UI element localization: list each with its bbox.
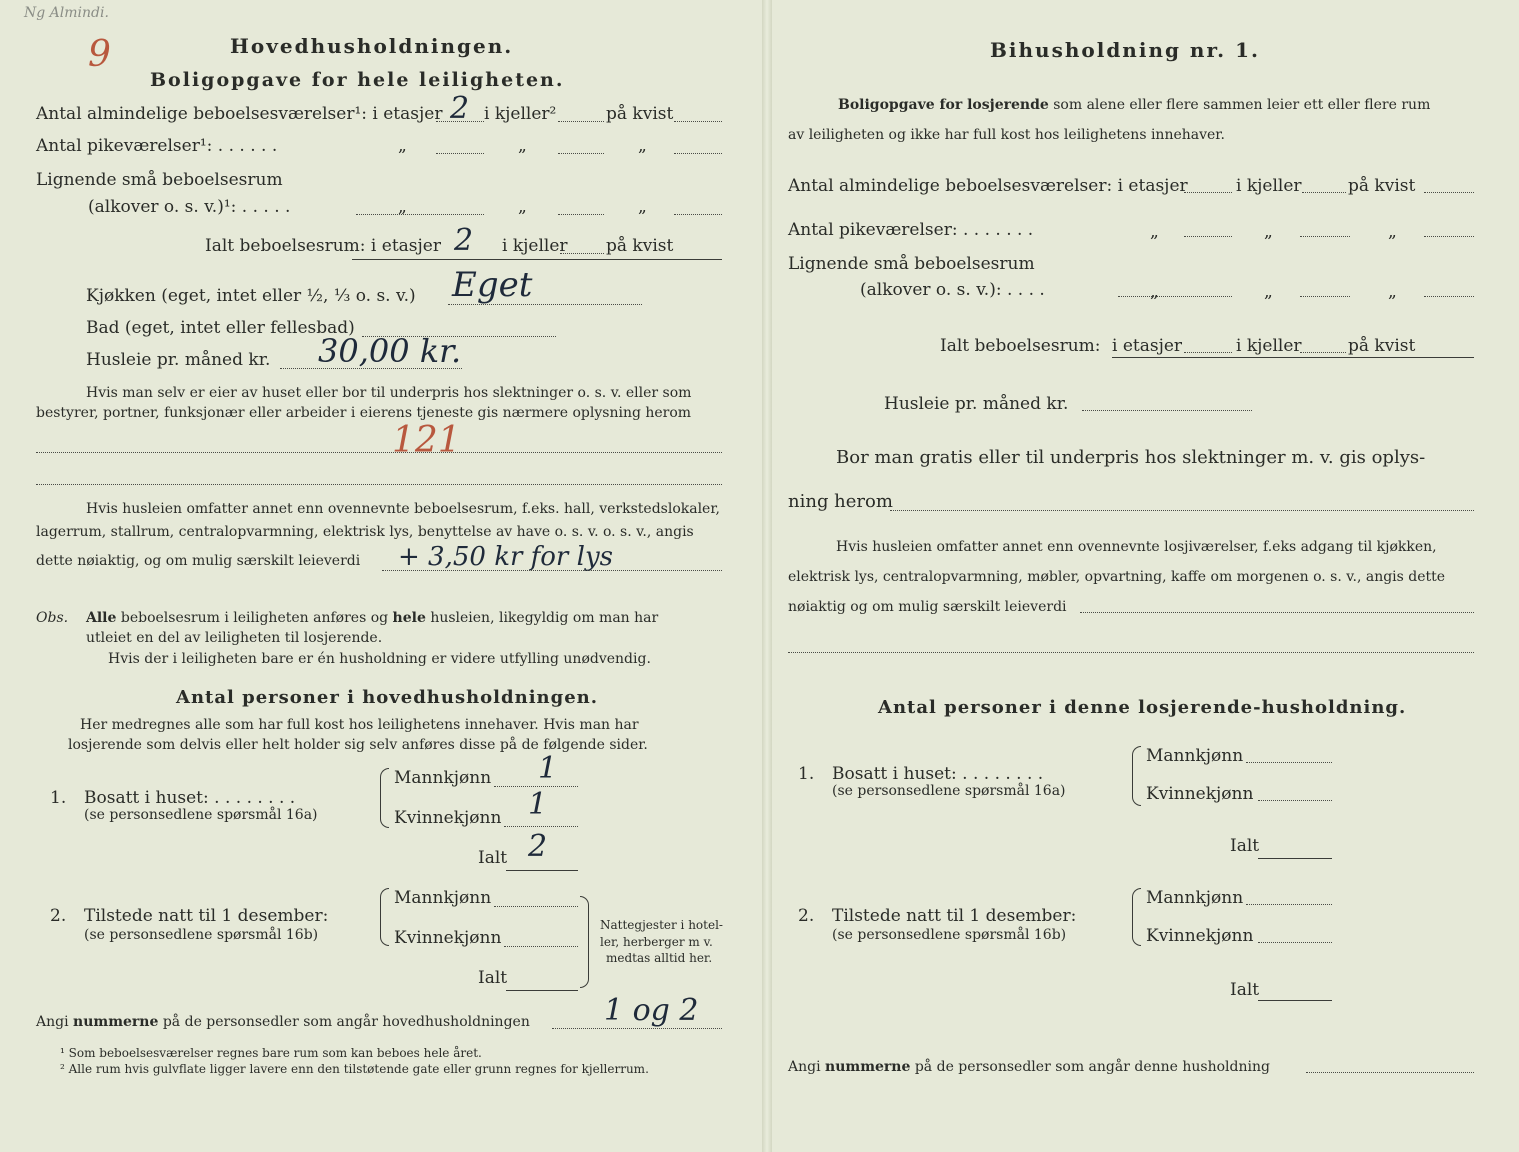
right-q1-brace <box>1132 746 1141 806</box>
right-maid-kjeller-line[interactable] <box>1300 236 1350 237</box>
right-intro-line-2: av leiligheten og ikke har full kost hos leilighetens innehaver. <box>788 127 1225 143</box>
ditto-mark: „ <box>1264 222 1273 242</box>
right-small-etasjer-line[interactable] <box>1118 296 1232 297</box>
corner-note: Ng Almindi. <box>24 5 109 21</box>
right-free-line[interactable] <box>890 510 1474 511</box>
right-q1-female-label: Kvinnekjønn <box>1146 784 1254 804</box>
total-rooms-label: Ialt beboelsesrum: i etasjer <box>205 236 441 256</box>
left-subtitle: Boligopgave for hele leiligheten. <box>150 69 565 91</box>
right-q1-reference: (se personsedlene spørsmål 16a) <box>832 783 1066 799</box>
right-numbers-label-b: nummerne <box>825 1059 911 1075</box>
maid-rooms-label: Antal pikeværelser¹: . . . . . . <box>36 136 278 156</box>
right-rooms-label: Antal almindelige beboelsesværelser: i etasjer <box>788 176 1188 196</box>
right-free-text-2: ning herom <box>788 491 893 512</box>
right-small-kvist-line[interactable] <box>1424 296 1474 297</box>
q2-female-label: Kvinnekjønn <box>394 928 502 948</box>
right-includes-text-1: Hvis husleien omfatter annet enn ovennevnte losjiværelser, f.eks adgang til kjøkken, <box>836 539 1437 555</box>
owner-text-2: bestyrer, portner, funksjonær eller arbeider i eierens tjeneste gis nærmere oplysning herom <box>36 405 692 421</box>
right-q1-total-label: Ialt <box>1230 836 1260 856</box>
right-rooms-kjeller-label: i kjeller <box>1236 176 1302 196</box>
right-q2-brace <box>1132 888 1141 946</box>
maid-etasjer-line[interactable] <box>436 153 484 154</box>
obs-emph-whole: hele <box>392 610 426 626</box>
ditto-mark: „ <box>1264 282 1273 302</box>
obs-label: Obs. <box>36 610 69 626</box>
obs-text-a: beboelsesrum i leiligheten anføres og <box>120 610 389 626</box>
right-total-kjeller-line[interactable] <box>1300 352 1346 353</box>
right-q2-number: 2. <box>798 906 815 926</box>
q2-total-label: Ialt <box>478 968 508 988</box>
right-maid-label: Antal pikeværelser: . . . . . . . <box>788 220 1034 240</box>
kitchen-value[interactable]: Eget <box>452 265 533 305</box>
total-kjeller-line[interactable] <box>560 253 604 254</box>
right-q2-female-label: Kvinnekjønn <box>1146 926 1254 946</box>
right-q1-male-line[interactable] <box>1246 762 1332 763</box>
maid-kjeller-line[interactable] <box>558 153 604 154</box>
right-rooms-etasjer-line[interactable] <box>1184 192 1232 193</box>
right-q1-label: Bosatt i huset: . . . . . . . . <box>832 764 1044 784</box>
owner-text-1: Hvis man selv er eier av huset eller bor til underpris hos slektninger o. s. v. eller som <box>86 385 692 401</box>
q1-total-line <box>506 870 578 871</box>
obs-text-b: husleien, likegyldig om man har <box>430 610 659 626</box>
kitchen-line <box>448 304 642 305</box>
numbers-value[interactable]: 1 og 2 <box>604 993 699 1028</box>
q1-brace <box>380 768 389 828</box>
rent-value[interactable]: 30,00 kr. <box>318 332 462 370</box>
includes-text-3: dette nøiaktig, og om mulig særskilt leieverdi <box>36 553 361 569</box>
owner-handwritten-mark: 121 <box>392 420 461 461</box>
footnote-1: ¹ Som beboelsesværelser regnes bare rum som kan beboes hele året. <box>60 1046 482 1060</box>
numbers-label <box>36 1013 530 1031</box>
right-rent-label: Husleie pr. måned kr. <box>884 394 1069 414</box>
obs-line-2: utleiet en del av leiligheten til losjerende. <box>86 630 383 646</box>
right-maid-kvist-line[interactable] <box>1424 236 1474 237</box>
rooms-etasjer-line <box>436 121 484 122</box>
right-total-kvist-label: på kvist <box>1348 336 1416 356</box>
right-intro-bold: Boligopgave for losjerende <box>838 97 1049 113</box>
right-total-etasjer-label: i etasjer <box>1112 336 1183 356</box>
q2-male-label: Mannkjønn <box>394 888 492 908</box>
persons-text-1: Her medregnes alle som har full kost hos leilighetens innehaver. Hvis man har <box>80 717 639 733</box>
right-rooms-kjeller-line[interactable] <box>1302 192 1346 193</box>
guests-note-2: ler, herberger m v. <box>600 935 713 949</box>
persons-title: Antal personer i hovedhusholdningen. <box>176 687 599 708</box>
right-includes-text-2: elektrisk lys, centralopvarmning, møbler, opvartning, kaffe om morgenen o. s. v., angis dette <box>788 569 1446 585</box>
persons-text-2: losjerende som delvis eller helt holder sig selv anføres disse på de følgende sider. <box>68 737 648 753</box>
rooms-kjeller-label: i kjeller² <box>484 104 557 124</box>
right-includes-line-1[interactable] <box>1080 612 1474 613</box>
q1-male-label: Mannkjønn <box>394 768 492 788</box>
rooms-kvist-label: på kvist <box>606 104 674 124</box>
right-q2-label: Tilstede natt til 1 desember: <box>832 906 1077 926</box>
right-total-etasjer-line[interactable] <box>1184 352 1232 353</box>
right-q2-male-line[interactable] <box>1246 904 1332 905</box>
page-fold <box>762 0 772 1152</box>
right-q1-male-label: Mannkjønn <box>1146 746 1244 766</box>
total-kvist-label: på kvist <box>606 236 674 256</box>
obs-line-1 <box>86 609 658 627</box>
rent-line <box>280 368 462 369</box>
obs-line-3: Hvis der i leiligheten bare er én husholdning er videre utfylling unødvendig. <box>108 651 651 667</box>
right-small-rooms-label: Lignende små beboelsesrum <box>788 254 1035 274</box>
q1-female-line <box>504 826 578 827</box>
right-rooms-kvist-line[interactable] <box>1424 192 1474 193</box>
q1-female-label: Kvinnekjønn <box>394 808 502 828</box>
rooms-etasjer-value[interactable]: 2 <box>450 91 470 126</box>
owner-line-1[interactable] <box>36 452 722 453</box>
q1-number: 1. <box>50 788 67 808</box>
right-includes-line-2[interactable] <box>788 652 1474 653</box>
q2-male-line[interactable] <box>494 906 578 907</box>
owner-line-2[interactable] <box>36 484 722 485</box>
total-underline <box>352 259 722 260</box>
right-q2-total-line[interactable] <box>1258 1000 1332 1001</box>
numbers-label-b: nummerne <box>73 1014 159 1030</box>
right-includes-text-3: nøiaktig og om mulig særskilt leieverdi <box>788 599 1067 615</box>
bath-label: Bad (eget, intet eller fellesbad) <box>86 318 355 338</box>
right-intro-rest: som alene eller flere sammen leier ett eller flere rum <box>1053 97 1431 113</box>
kitchen-label: Kjøkken (eget, intet eller ½, ⅓ o. s. v.) <box>86 286 416 306</box>
right-rent-line[interactable] <box>1082 410 1252 411</box>
right-q1-number: 1. <box>798 764 815 784</box>
right-total-label: Ialt beboelsesrum: <box>940 336 1101 356</box>
q1-reference: (se personsedlene spørsmål 16a) <box>84 807 318 823</box>
ditto-mark: „ <box>1150 282 1159 302</box>
ditto-mark: „ <box>518 197 527 217</box>
right-free-text-1: Bor man gratis eller til underpris hos slektninger m. v. gis oplys- <box>836 447 1426 468</box>
small-kvist-line[interactable] <box>674 214 722 215</box>
small-rooms-label: Lignende små beboelsesrum <box>36 170 283 190</box>
q2-number: 2. <box>50 906 67 926</box>
right-total-kjeller-label: i kjeller <box>1236 336 1302 356</box>
right-q2-male-label: Mannkjønn <box>1146 888 1244 908</box>
q1-total-value[interactable]: 2 <box>528 829 548 864</box>
page-number-handwritten: 9 <box>88 34 111 75</box>
q1-total-label: Ialt <box>478 848 508 868</box>
ditto-mark: „ <box>1388 282 1397 302</box>
guests-note-3: medtas alltid her. <box>606 951 713 965</box>
total-kjeller-label: i kjeller <box>502 236 568 256</box>
ditto-mark: „ <box>398 136 407 156</box>
right-intro-line-1 <box>838 96 1430 114</box>
total-etasjer-value[interactable]: 2 <box>454 223 474 258</box>
rooms-row-label: Antal almindelige beboelsesværelser¹: i etasjer <box>36 104 443 124</box>
q1-label: Bosatt i huset: . . . . . . . . <box>84 788 296 808</box>
right-q2-reference: (se personsedlene spørsmål 16b) <box>832 927 1067 943</box>
q2-brace <box>380 888 389 946</box>
right-numbers-label-c: på de personsedler som angår denne husholdning <box>914 1059 1270 1075</box>
ditto-mark: „ <box>1150 222 1159 242</box>
q2-reference: (se personsedlene spørsmål 16b) <box>84 927 319 943</box>
numbers-label-c: på de personsedler som angår hovedhusholdningen <box>162 1014 530 1030</box>
ditto-mark: „ <box>638 197 647 217</box>
right-small-kjeller-line[interactable] <box>1300 296 1350 297</box>
ditto-mark: „ <box>518 136 527 156</box>
right-persons-title: Antal personer i denne losjerende-husholdning. <box>878 697 1407 718</box>
right-q1-total-line[interactable] <box>1258 858 1332 859</box>
obs-emph-all: Alle <box>86 610 117 626</box>
right-small-rooms-sub-label: (alkover o. s. v.): . . . . <box>860 280 1045 300</box>
right-numbers-label <box>788 1058 1270 1076</box>
ditto-mark: „ <box>398 197 407 217</box>
q2-total-line[interactable] <box>506 990 578 991</box>
includes-text-2: lagerrum, stallrum, centralopvarmning, elektrisk lys, benyttelse av have o. s. v. o. s. v., angis <box>36 524 694 540</box>
small-etasjer-line[interactable] <box>356 214 484 215</box>
maid-kvist-line[interactable] <box>674 153 722 154</box>
includes-handwritten-value[interactable]: + 3,50 kr for lys <box>398 542 613 572</box>
right-q1-female-line[interactable] <box>1258 800 1332 801</box>
q1-female-value[interactable]: 1 <box>528 787 548 822</box>
footnote-2: ² Alle rum hvis gulvflate ligger lavere enn den tilstøtende gate eller grunn regnes for kjellerrum. <box>60 1062 649 1076</box>
ditto-mark: „ <box>1388 222 1397 242</box>
numbers-label-a: Angi <box>36 1014 69 1030</box>
guests-brace <box>580 896 589 988</box>
right-title: Bihusholdning nr. 1. <box>990 38 1260 62</box>
right-numbers-line[interactable] <box>1306 1072 1474 1073</box>
rooms-kvist-line[interactable] <box>674 121 722 122</box>
includes-text-1: Hvis husleien omfatter annet enn ovennevnte beboelsesrum, f.eks. hall, verkstedslokaler, <box>86 501 720 517</box>
right-maid-etasjer-line[interactable] <box>1184 236 1232 237</box>
right-q2-female-line[interactable] <box>1258 942 1332 943</box>
q2-female-line[interactable] <box>504 946 578 947</box>
q2-label: Tilstede natt til 1 desember: <box>84 906 329 926</box>
right-q2-total-label: Ialt <box>1230 980 1260 1000</box>
rent-label: Husleie pr. måned kr. <box>86 350 271 370</box>
numbers-line <box>552 1028 722 1029</box>
right-rooms-kvist-label: på kvist <box>1348 176 1416 196</box>
ditto-mark: „ <box>638 136 647 156</box>
rooms-kjeller-line[interactable] <box>558 121 604 122</box>
includes-line <box>382 570 722 571</box>
guests-note-1: Nattegjester i hotel- <box>600 918 723 932</box>
small-kjeller-line[interactable] <box>558 214 604 215</box>
small-rooms-sub-label: (alkover o. s. v.)¹: . . . . . <box>88 197 291 217</box>
right-numbers-label-a: Angi <box>788 1059 821 1075</box>
right-total-underline <box>1112 357 1474 358</box>
q1-male-value[interactable]: 1 <box>538 751 558 786</box>
left-title: Hovedhusholdningen. <box>230 34 514 58</box>
